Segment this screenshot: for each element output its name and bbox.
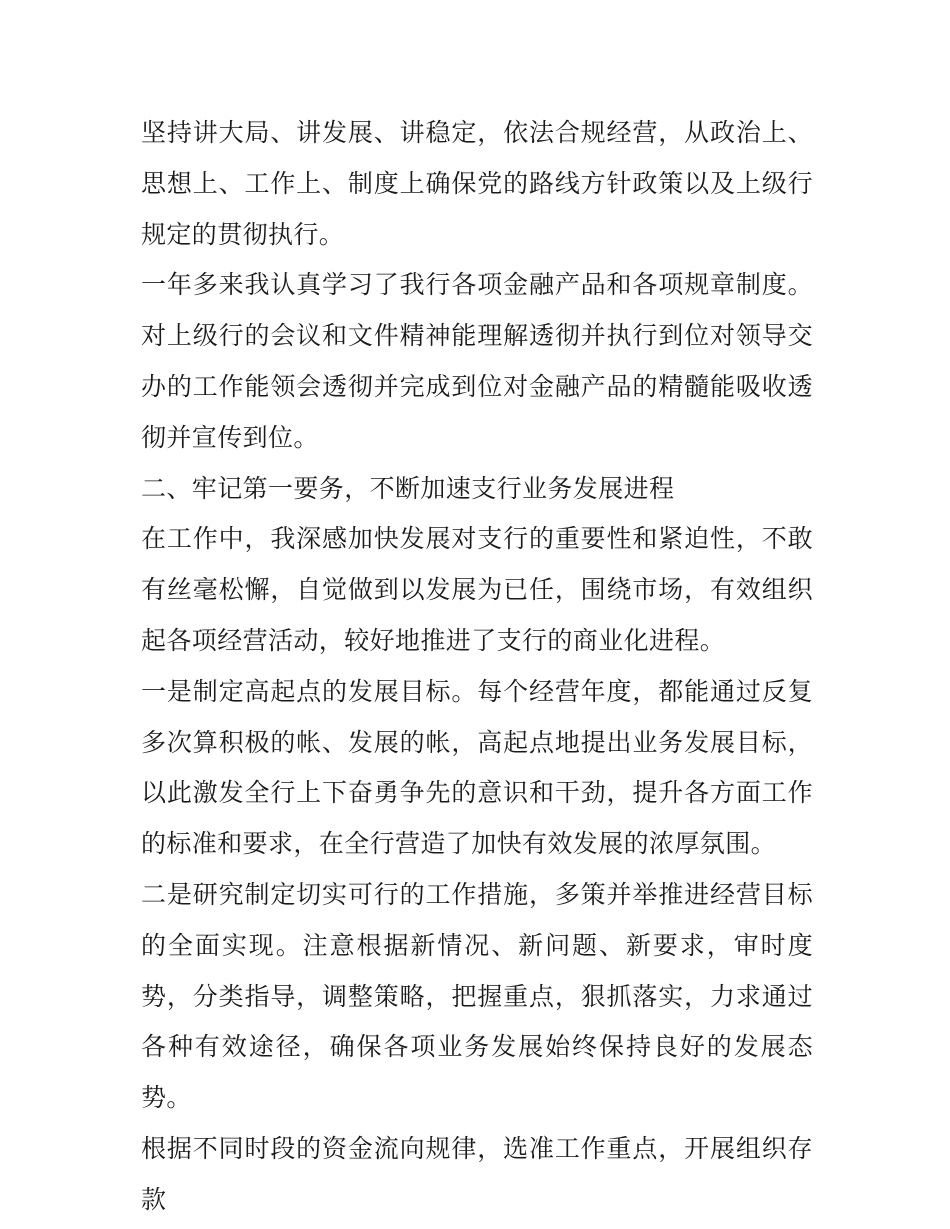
document-body: [141, 108, 813, 1226]
paragraph-1: 坚持讲大局、讲发展、讲稳定，依法合规经营，从政治上、思想上、工作上、制度上确保党的路线方针政策以及上级行规定的贯彻执行。: [141, 118, 813, 249]
section-heading-2: 二、牢记第一要务，不断加速支行业务发展进程: [141, 473, 675, 503]
paragraph-4: 一是制定高起点的发展目标。每个经营年度，都能通过反复多次算积极的帐、发展的帐，高起点地提出业务发展目标，以此激发全行上下奋勇争先的意识和干劲，提升各方面工作的标准和要求，在全行营造了加快有效发展的浓厚氛围。: [141, 676, 813, 859]
paragraph-2: 一年多来我认真学习了我行各项金融产品和各项规章制度。对上级行的会议和文件精神能理解透彻并执行到位对领导交办的工作能领会透彻并完成到位对金融产品的精髓能吸收透彻并宣传到位。: [141, 270, 813, 452]
paragraph-6: 根据不同时段的资金流向规律，选准工作重点，开展组织存款: [141, 1133, 813, 1214]
paragraph-5: 二是研究制定切实可行的工作措施，多策并举推进经营目标的全面实现。注意根据新情况、新问题、新要求，审时度势，分类指导，调整策略，把握重点，狠抓落实，力求通过各种有效途径，确保各项业务发展始终保持良好的发展态势。: [141, 879, 813, 1113]
paragraph-3: 在工作中，我深感加快发展对支行的重要性和紧迫性，不敢有丝毫松懈，自觉做到以发展为已任，围绕市场，有效组织起各项经营活动，较好地推进了支行的商业化进程。: [141, 524, 813, 655]
